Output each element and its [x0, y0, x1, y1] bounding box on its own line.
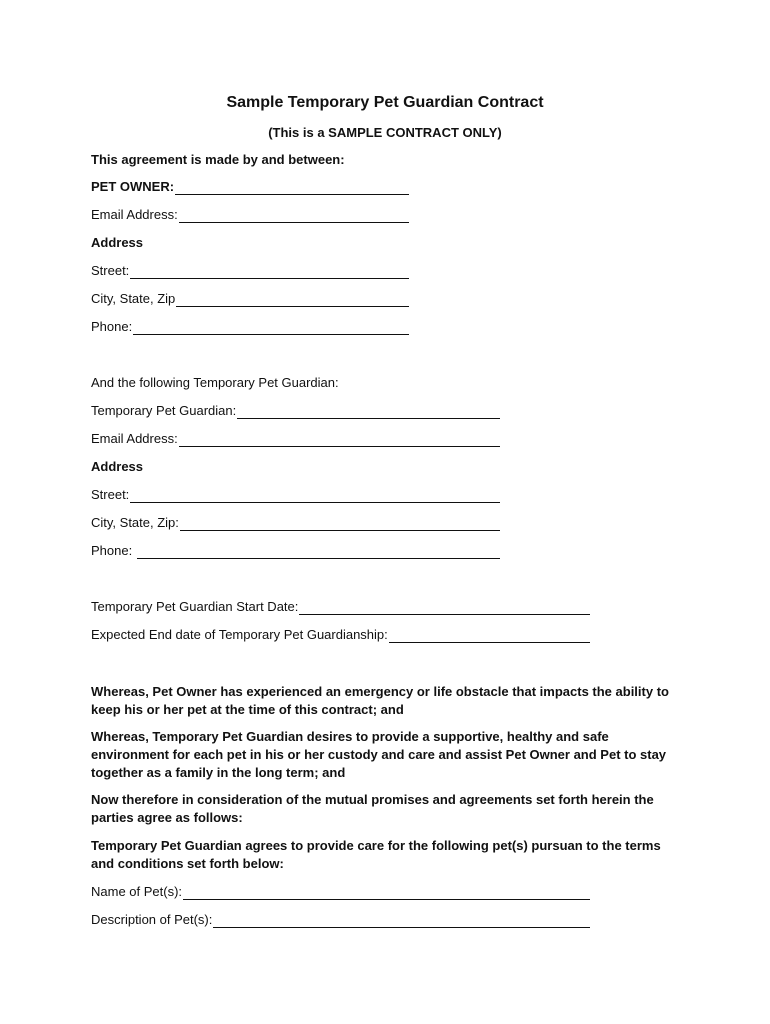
care-paragraph: Temporary Pet Guardian agrees to provide care for the following pet(s) pursuan to the terms and conditions set forth below:: [91, 838, 661, 871]
guardian-name-label: Temporary Pet Guardian:: [91, 403, 237, 418]
owner-email-blank[interactable]: [179, 210, 409, 223]
pet-description-blank[interactable]: [213, 915, 590, 928]
start-date-label: Temporary Pet Guardian Start Date:: [91, 599, 299, 614]
guardian-street-blank[interactable]: [130, 490, 500, 503]
owner-street-field[interactable]: [91, 263, 409, 279]
guardian-address-heading: Address: [91, 459, 144, 474]
start-date-field[interactable]: [91, 599, 590, 615]
guardian-intro-text: And the following Temporary Pet Guardian:: [91, 375, 339, 390]
guardian-phone-blank[interactable]: [137, 546, 500, 559]
guardian-city-field[interactable]: [91, 515, 500, 531]
owner-city-blank[interactable]: [176, 294, 409, 307]
owner-email-label: Email Address:: [91, 207, 178, 222]
pet-owner-label: PET OWNER:: [91, 179, 175, 194]
guardian-name-field[interactable]: [91, 403, 500, 419]
owner-email-field[interactable]: [91, 207, 409, 223]
whereas-paragraph-1: Whereas, Pet Owner has experienced an emergency or life obstacle that impacts the ability to keep his or her pet at the time of this contract; and: [91, 684, 669, 717]
pet-owner-blank[interactable]: [175, 182, 409, 195]
owner-phone-field[interactable]: [91, 319, 409, 335]
owner-street-blank[interactable]: [130, 266, 409, 279]
guardian-phone-field[interactable]: [91, 543, 500, 559]
guardian-street-label: Street:: [91, 487, 130, 502]
pet-names-field[interactable]: [91, 884, 590, 900]
end-date-label: Expected End date of Temporary Pet Guardianship:: [91, 627, 388, 642]
owner-street-label: Street:: [91, 263, 130, 278]
guardian-phone-label: Phone:: [91, 543, 136, 558]
guardian-email-blank[interactable]: [179, 434, 500, 447]
pet-owner-field[interactable]: [91, 179, 409, 195]
pet-description-field[interactable]: [91, 912, 590, 928]
owner-city-field[interactable]: [91, 291, 409, 307]
guardian-city-label: City, State, Zip:: [91, 515, 179, 530]
guardian-email-label: Email Address:: [91, 431, 178, 446]
owner-address-heading: Address: [91, 235, 144, 250]
end-date-field[interactable]: [91, 627, 590, 643]
guardian-street-field[interactable]: [91, 487, 500, 503]
intro-text: This agreement is made by and between:: [91, 152, 345, 167]
owner-city-label: City, State, Zip: [91, 291, 176, 306]
agreement-paragraph: Now therefore in consideration of the mutual promises and agreements set forth herein the parties agree as follows:: [91, 792, 654, 825]
document-subtitle: (This is a SAMPLE CONTRACT ONLY): [268, 125, 502, 140]
owner-phone-blank[interactable]: [133, 322, 409, 335]
pet-names-label: Name of Pet(s):: [91, 884, 183, 899]
whereas-paragraph-2: Whereas, Temporary Pet Guardian desires to provide a supportive, healthy and safe environment for each pet in his or her custody and care and assist Pet Owner and Pet to stay together as a family in the long term; and: [91, 729, 667, 780]
end-date-blank[interactable]: [389, 630, 590, 643]
start-date-blank[interactable]: [299, 602, 590, 615]
document-title: Sample Temporary Pet Guardian Contract: [226, 94, 544, 111]
guardian-city-blank[interactable]: [180, 518, 500, 531]
guardian-name-blank[interactable]: [237, 406, 500, 419]
owner-phone-label: Phone:: [91, 319, 133, 334]
pet-names-blank[interactable]: [183, 887, 590, 900]
guardian-email-field[interactable]: [91, 431, 500, 447]
pet-description-label: Description of Pet(s):: [91, 912, 213, 927]
